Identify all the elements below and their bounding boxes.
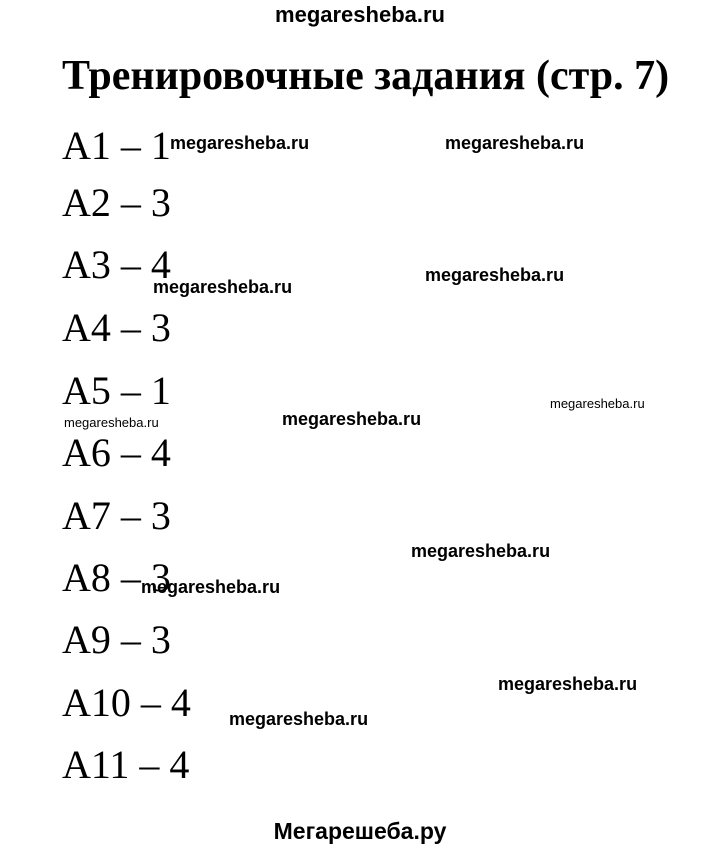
watermark: megaresheba.ru xyxy=(141,577,281,597)
watermark: megaresheba.ru xyxy=(229,709,369,729)
answer-a2: A2 – 3 xyxy=(62,180,171,225)
watermark: megaresheba.ru xyxy=(498,674,638,694)
answer-a1: A1 – 1 xyxy=(62,123,171,168)
watermark: megaresheba.ru xyxy=(445,133,585,153)
header-watermark: megaresheba.ru xyxy=(275,2,445,27)
watermark: megaresheba.ru xyxy=(550,396,645,411)
page-title: Тренировочные задания (стр. 7) xyxy=(62,53,670,99)
watermark: megaresheba.ru xyxy=(64,415,159,430)
watermark: megaresheba.ru xyxy=(425,265,565,285)
answer-a7: A7 – 3 xyxy=(62,493,171,538)
footer-watermark: Мегарешеба.ру xyxy=(273,818,447,844)
answer-a6: A6 – 4 xyxy=(62,430,171,475)
answer-a11: A11 – 4 xyxy=(62,742,190,787)
watermark: megaresheba.ru xyxy=(411,541,551,561)
answer-a5: A5 – 1 xyxy=(62,368,171,413)
watermark: megaresheba.ru xyxy=(170,133,310,153)
watermark: megaresheba.ru xyxy=(282,409,422,429)
answer-a10: A10 – 4 xyxy=(62,680,191,725)
answer-a9: A9 – 3 xyxy=(62,617,171,662)
answer-a8: A8 – 3 xyxy=(62,555,171,600)
watermark: megaresheba.ru xyxy=(153,277,293,297)
answer-a3: A3 – 4 xyxy=(62,242,171,287)
answer-a4: A4 – 3 xyxy=(62,305,171,350)
